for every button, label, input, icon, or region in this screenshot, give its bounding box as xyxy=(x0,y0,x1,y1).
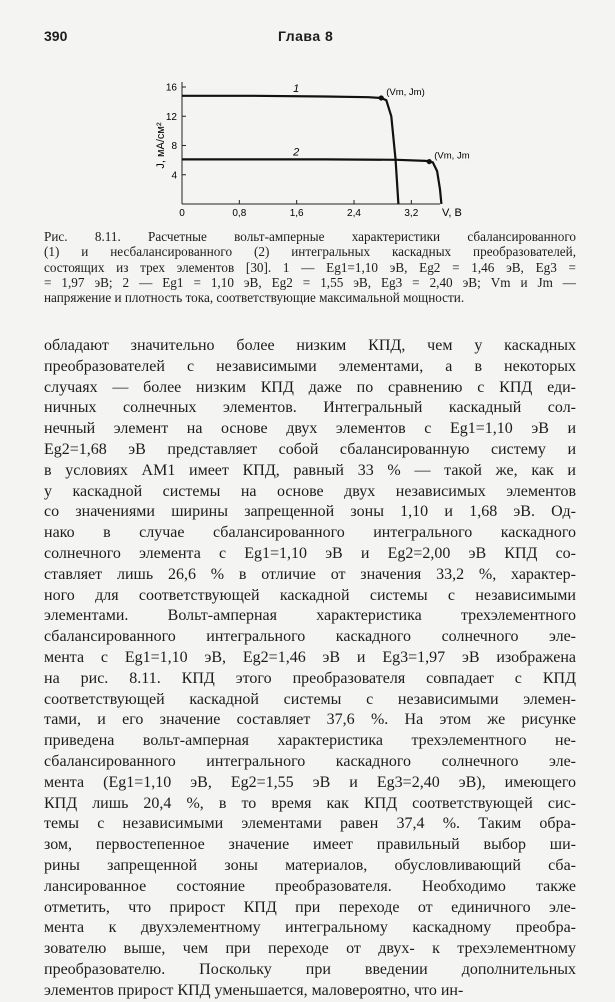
max-power-point xyxy=(379,95,384,100)
body-line: элементов прирост КПД уменьшается, маловероятно, что ин- xyxy=(44,981,464,999)
x-tick-label: 1,6 xyxy=(289,208,304,219)
body-line: случаях — более низким КПД даже по сравнению с КПД еди- xyxy=(44,378,576,396)
max-power-point xyxy=(427,159,432,164)
body-line: зователю выше, чем при переходе от двух- к трехэлементному xyxy=(44,940,576,958)
series-line-2 xyxy=(182,159,441,204)
series-label: 1 xyxy=(293,82,300,95)
series-line-1 xyxy=(182,96,398,204)
body-text xyxy=(44,336,576,1002)
body-line: Eg2=1,68 эВ представляет собой сбалансированную систему и xyxy=(44,440,576,458)
x-tick-label: 2,4 xyxy=(347,208,361,219)
chart-series xyxy=(182,83,470,204)
body-line: сбалансированного интегрального каскадного солнечного эле- xyxy=(44,628,576,646)
figure-8-11 xyxy=(150,72,470,222)
caption-line: = 1,97 эВ; 2 — Eg1 = 1,10 эВ, Eg2 = 1,55 эВ, Eg3 = 2,40 эВ; Vm и Jm — xyxy=(44,274,576,290)
body-line: тами, и его значение составляет 37,6 %. На этом же рисунке xyxy=(44,711,576,729)
body-line: нечный элемент на основе двух элементов с Eg1=1,10 эВ и xyxy=(44,420,576,438)
caption-line: состоящих из трех элементов [30]. 1 — Eg1=1,10 эВ, Eg2 = 1,46 эВ, Eg3 = xyxy=(44,259,576,275)
caption-line: напряжение и плотность тока, соответствующие максимальной мощности. xyxy=(44,290,465,306)
body-line: ничных солнечных элементов. Интегральный каскадный сол- xyxy=(44,399,576,417)
page-header xyxy=(0,28,615,50)
body-line: преобразователю. Поскольку при введении дополнительных xyxy=(44,960,576,978)
x-tick-label: 0 xyxy=(179,208,185,219)
page-number: 390 xyxy=(44,28,68,44)
body-line: преобразователей с независимыми элементами, а в некоторых xyxy=(44,357,576,375)
body-line: мента с Eg1=1,10 эВ, Eg2=1,46 эВ и Eg3=1,97 эВ изображена xyxy=(44,648,576,666)
body-line: ного для соответствующей каскадной системы с независимыми xyxy=(44,586,576,604)
body-line: обладают значительно более низким КПД, чем у каскадных xyxy=(44,337,576,354)
y-tick-label: 16 xyxy=(165,82,177,94)
mpp-label: (Vm, Jm) xyxy=(386,86,425,98)
body-line: КПД лишь 20,4 %, в то время как КПД соответствующей сис- xyxy=(44,794,576,812)
body-line: зом, первостепенное значение имеет правильный выбор ши- xyxy=(44,836,576,854)
body-line: солнечного элемента с Eg1=1,10 эВ и Eg2=2,00 эВ КПД со- xyxy=(44,544,576,562)
body-line: со значениями ширины запрещенной зоны 1,10 и 1,68 эВ. Од- xyxy=(44,503,576,521)
body-line: нако в случае сбалансированного интегрального каскадного xyxy=(44,524,576,542)
y-tick-label: 12 xyxy=(165,111,177,123)
body-line: ставляет лишь 26,6 % в отличие от значения 33,2 %, характер- xyxy=(44,565,576,583)
y-tick-label: 8 xyxy=(171,141,177,152)
caption-line: (1) и несбалансированного (2) интегральных каскадных преобразователей, xyxy=(44,244,576,260)
body-line: соответствующей каскадной системы с независимыми элемен- xyxy=(44,690,576,708)
body-line: приведена вольт-амперная характеристика трехэлементного не- xyxy=(44,732,576,750)
body-line: рины запрещенной зоны материалов, обусловливающий сба- xyxy=(44,856,576,874)
body-line: у каскадной системы на основе двух независимых элементов xyxy=(44,482,576,500)
chapter-title: Глава 8 xyxy=(278,28,334,44)
chart-axes xyxy=(182,82,440,204)
body-line: сбалансированного интегрального каскадного солнечного эле- xyxy=(44,752,576,770)
caption-line: Рис. 8.11. Расчетные вольт-амперные характеристики сбалансированного xyxy=(44,229,576,244)
body-line: лансированное состояние преобразователя. Необходимо также xyxy=(44,877,576,895)
body-line: отметить, что прирост КПД при переходе от единичного эле- xyxy=(44,898,576,916)
x-tick-label: 3,2 xyxy=(404,208,419,219)
y-axis-label: J, мА/см² xyxy=(155,122,167,169)
mpp-label: (Vm, Jm) xyxy=(434,150,470,162)
body-line: на рис. 8.11. КПД этого преобразователя совпадает с КПД xyxy=(44,669,576,687)
body-line: мента к двухэлементному интегральному каскадному преобра- xyxy=(44,919,576,937)
body-line: элементами. Вольт-амперная характеристика трехэлементного xyxy=(44,607,576,625)
body-line: в условиях АМ1 имеет КПД, равный 33 % — такой же, как и xyxy=(44,461,576,479)
y-tick-label: 4 xyxy=(171,170,177,182)
body-line: мента (Eg1=1,10 эВ, Eg2=1,55 эВ и Eg3=2,40 эВ), имеющего xyxy=(44,773,576,791)
x-axis-label: V, В xyxy=(442,207,462,219)
iv-chart xyxy=(150,72,470,222)
x-tick-label: 0,8 xyxy=(232,208,247,219)
series-label: 2 xyxy=(293,146,300,159)
body-line: темы с независимыми элементами равен 37,4 %. Таким обра- xyxy=(44,815,576,833)
figure-caption xyxy=(44,229,576,305)
